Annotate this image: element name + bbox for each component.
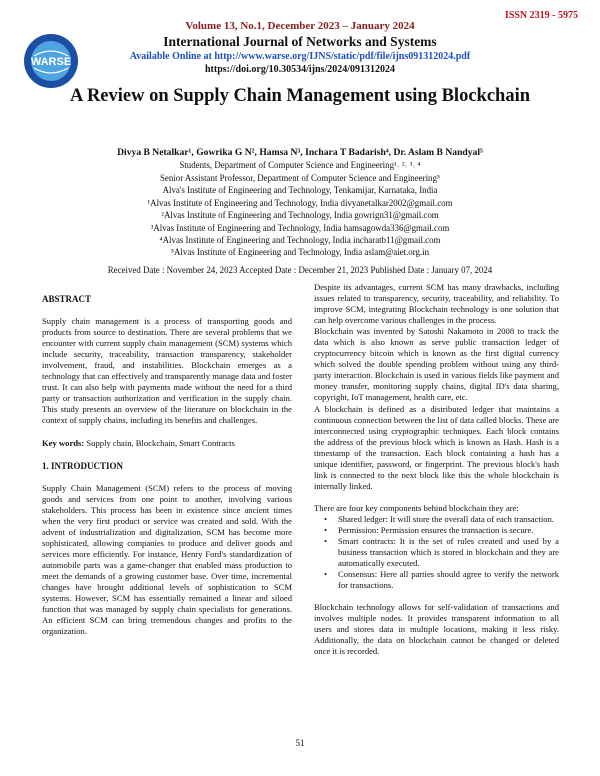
- blockchain-history-paragraph: Blockchain was invented by Satoshi Nakamoto in 2008 to track the data which is also known as serve public transaction ledger of cryptocurrency bitcoin which is known as the first digital currency which solved the double spending problem without using any third-party interaction. Blockchain is used in various fields like payment and money transfer, monitoring supply chains, digital ID's data sharing, copyright, IoT management, health care, etc.: [314, 326, 559, 403]
- affiliation-line: Senior Assistant Professor, Department of Computer Science and Engineering⁵: [159, 173, 441, 183]
- drawbacks-paragraph: Despite its advantages, current SCM has many drawbacks, including issues related to transparency, security, traceability, and reliability. To improve SCM, integrating Blockchain technology is one solution that can help overcome various challenges in the process.: [314, 282, 559, 326]
- abstract-heading: ABSTRACT: [42, 294, 92, 304]
- introduction-text: Supply Chain Management (SCM) refers to the process of moving goods and services from one point to another, involving various stakeholders. This process has been in existence since ancient times when the very first product or service was created and sold. With the advent of industrialization and digitalization, SCM has become more sophisticated, allowing companies to produce and deliver goods and services more efficiently. For instance, Henry Ford's standardization of automobile parts was a game-changer that enabled mass production to meet the demands of a growing customer base. Over time, incremental changes have brought additional levels of sophistication to SCM systems. However, SCM has essentially remained a linear and siloed function that was managed by supply chain specialists for generations. An efficient SCM can bring tremendous changes and profits to the organization.: [42, 482, 292, 637]
- keywords-label: Key words:: [42, 437, 85, 448]
- journal-name: International Journal of Networks and Systems: [163, 34, 437, 49]
- left-column: [42, 294, 292, 637]
- volume-line: Volume 13, No.1, December 2023 – January 2024: [185, 20, 415, 32]
- introduction-heading: 1. INTRODUCTION: [42, 460, 124, 471]
- keywords-value: Supply chain, Blockchain, Smart Contracts: [84, 437, 235, 448]
- components-intro: There are four key components behind blockchain they are:: [314, 502, 519, 513]
- abstract-text: Supply chain management is a process of transporting goods and products from source to destination. There are several problems that we encounter with current supply chain management (SCM) systems which include security, traceability, transaction transparency, stakeholder involvement, fraud, and instabilities. Blockchain emerges as a technology that can effectively and transparently manage data and foster trust. It can also help with payments made without the need for a third party or transaction authorization and verification in the supply chain. This study presents an overview of the literature on blockchain in the context of supply chains, including its benefits and challenges.: [42, 316, 292, 426]
- components-list: [314, 514, 559, 591]
- paper-title: A Review on Supply Chain Management using Blockchain: [69, 86, 531, 106]
- affiliation-email-line: ⁵Alvas Institute of Engineering and Technology, India aslam@aiet.org.in: [170, 247, 430, 257]
- affiliation-line: Alva's Institute of Engineering and Technology, Tenkamijar, Karnataka, India: [162, 185, 438, 195]
- affiliation-email-line: ²Alvas Institute of Engineering and Technology, India gowrign31@gmail.com: [161, 210, 439, 220]
- list-item: • Smart contracts: It is the set of rules created and used by a business transaction which is stored in blockchain and they are automatically executed.: [324, 536, 559, 569]
- blockchain-benefits-paragraph: Blockchain technology allows for self-validation of transactions and involves multiple nodes. It provides transparent information to all users and stores data in multiple locations, making it less risky. Additionally, the data on blockchain cannot be changed or deleted once it is recorded.: [314, 602, 559, 657]
- keywords-line: [42, 438, 292, 449]
- author-list: Divya B Netalkar¹, Gowrika G N², Hamsa N³, Inchara T Badarish⁴, Dr. Aslam B Nandyal⁵: [117, 147, 483, 158]
- affiliation-email-line: ⁴Alvas Institute of Engineering and Technology, India incharatb11@gmail.com: [159, 235, 441, 245]
- affiliation-email-line: ³Alvas Institute of Engineering and Technology, India hamsagowda336@gmail.com: [150, 223, 450, 233]
- page-number: 51: [295, 738, 305, 748]
- blockchain-definition-paragraph: A blockchain is defined as a distributed ledger that maintains a continuous connection between the list of data called blocks. These are interconnected using cryptographic techniques. Each block contains the address of the previous block which is known as Hash. Hash is a timestamp of the transaction. Each block containing a hash has a unique identifier, password, or fingerprint. The previous block's hash link is connected to the next block like this the whole blockchain is internally linked.: [314, 403, 559, 491]
- available-online-link[interactable]: Available Online at http://www.warse.org/IJNS/static/pdf/file/ijns091312024.pdf: [129, 51, 471, 62]
- submission-dates: Received Date : November 24, 2023 Accepted Date : December 21, 2023 Published Date : January 07, 2024: [107, 265, 493, 275]
- doi-link[interactable]: https://doi.org/10.30534/ijns/2024/091312024: [204, 64, 395, 75]
- list-item: • Permission: Permission ensures the transaction is secure.: [324, 524, 534, 535]
- list-item: • Shared ledger: It will store the overall data of each transaction.: [324, 513, 554, 524]
- right-column: [314, 282, 559, 658]
- list-item: • Consensus: Here all parties should agree to verify the network for transactions.: [324, 569, 559, 591]
- affiliation-email-line: ¹Alvas Institute of Engineering and Technology, India divyanetalkar2002@gmail.com: [147, 198, 453, 208]
- issn-label: ISSN 2319 - 5975: [504, 10, 578, 21]
- logo-text: WARSE: [30, 56, 72, 68]
- affiliation-line: Students, Department of Computer Science and Engineering¹˒ ²˒ ³˒ ⁴: [179, 160, 421, 170]
